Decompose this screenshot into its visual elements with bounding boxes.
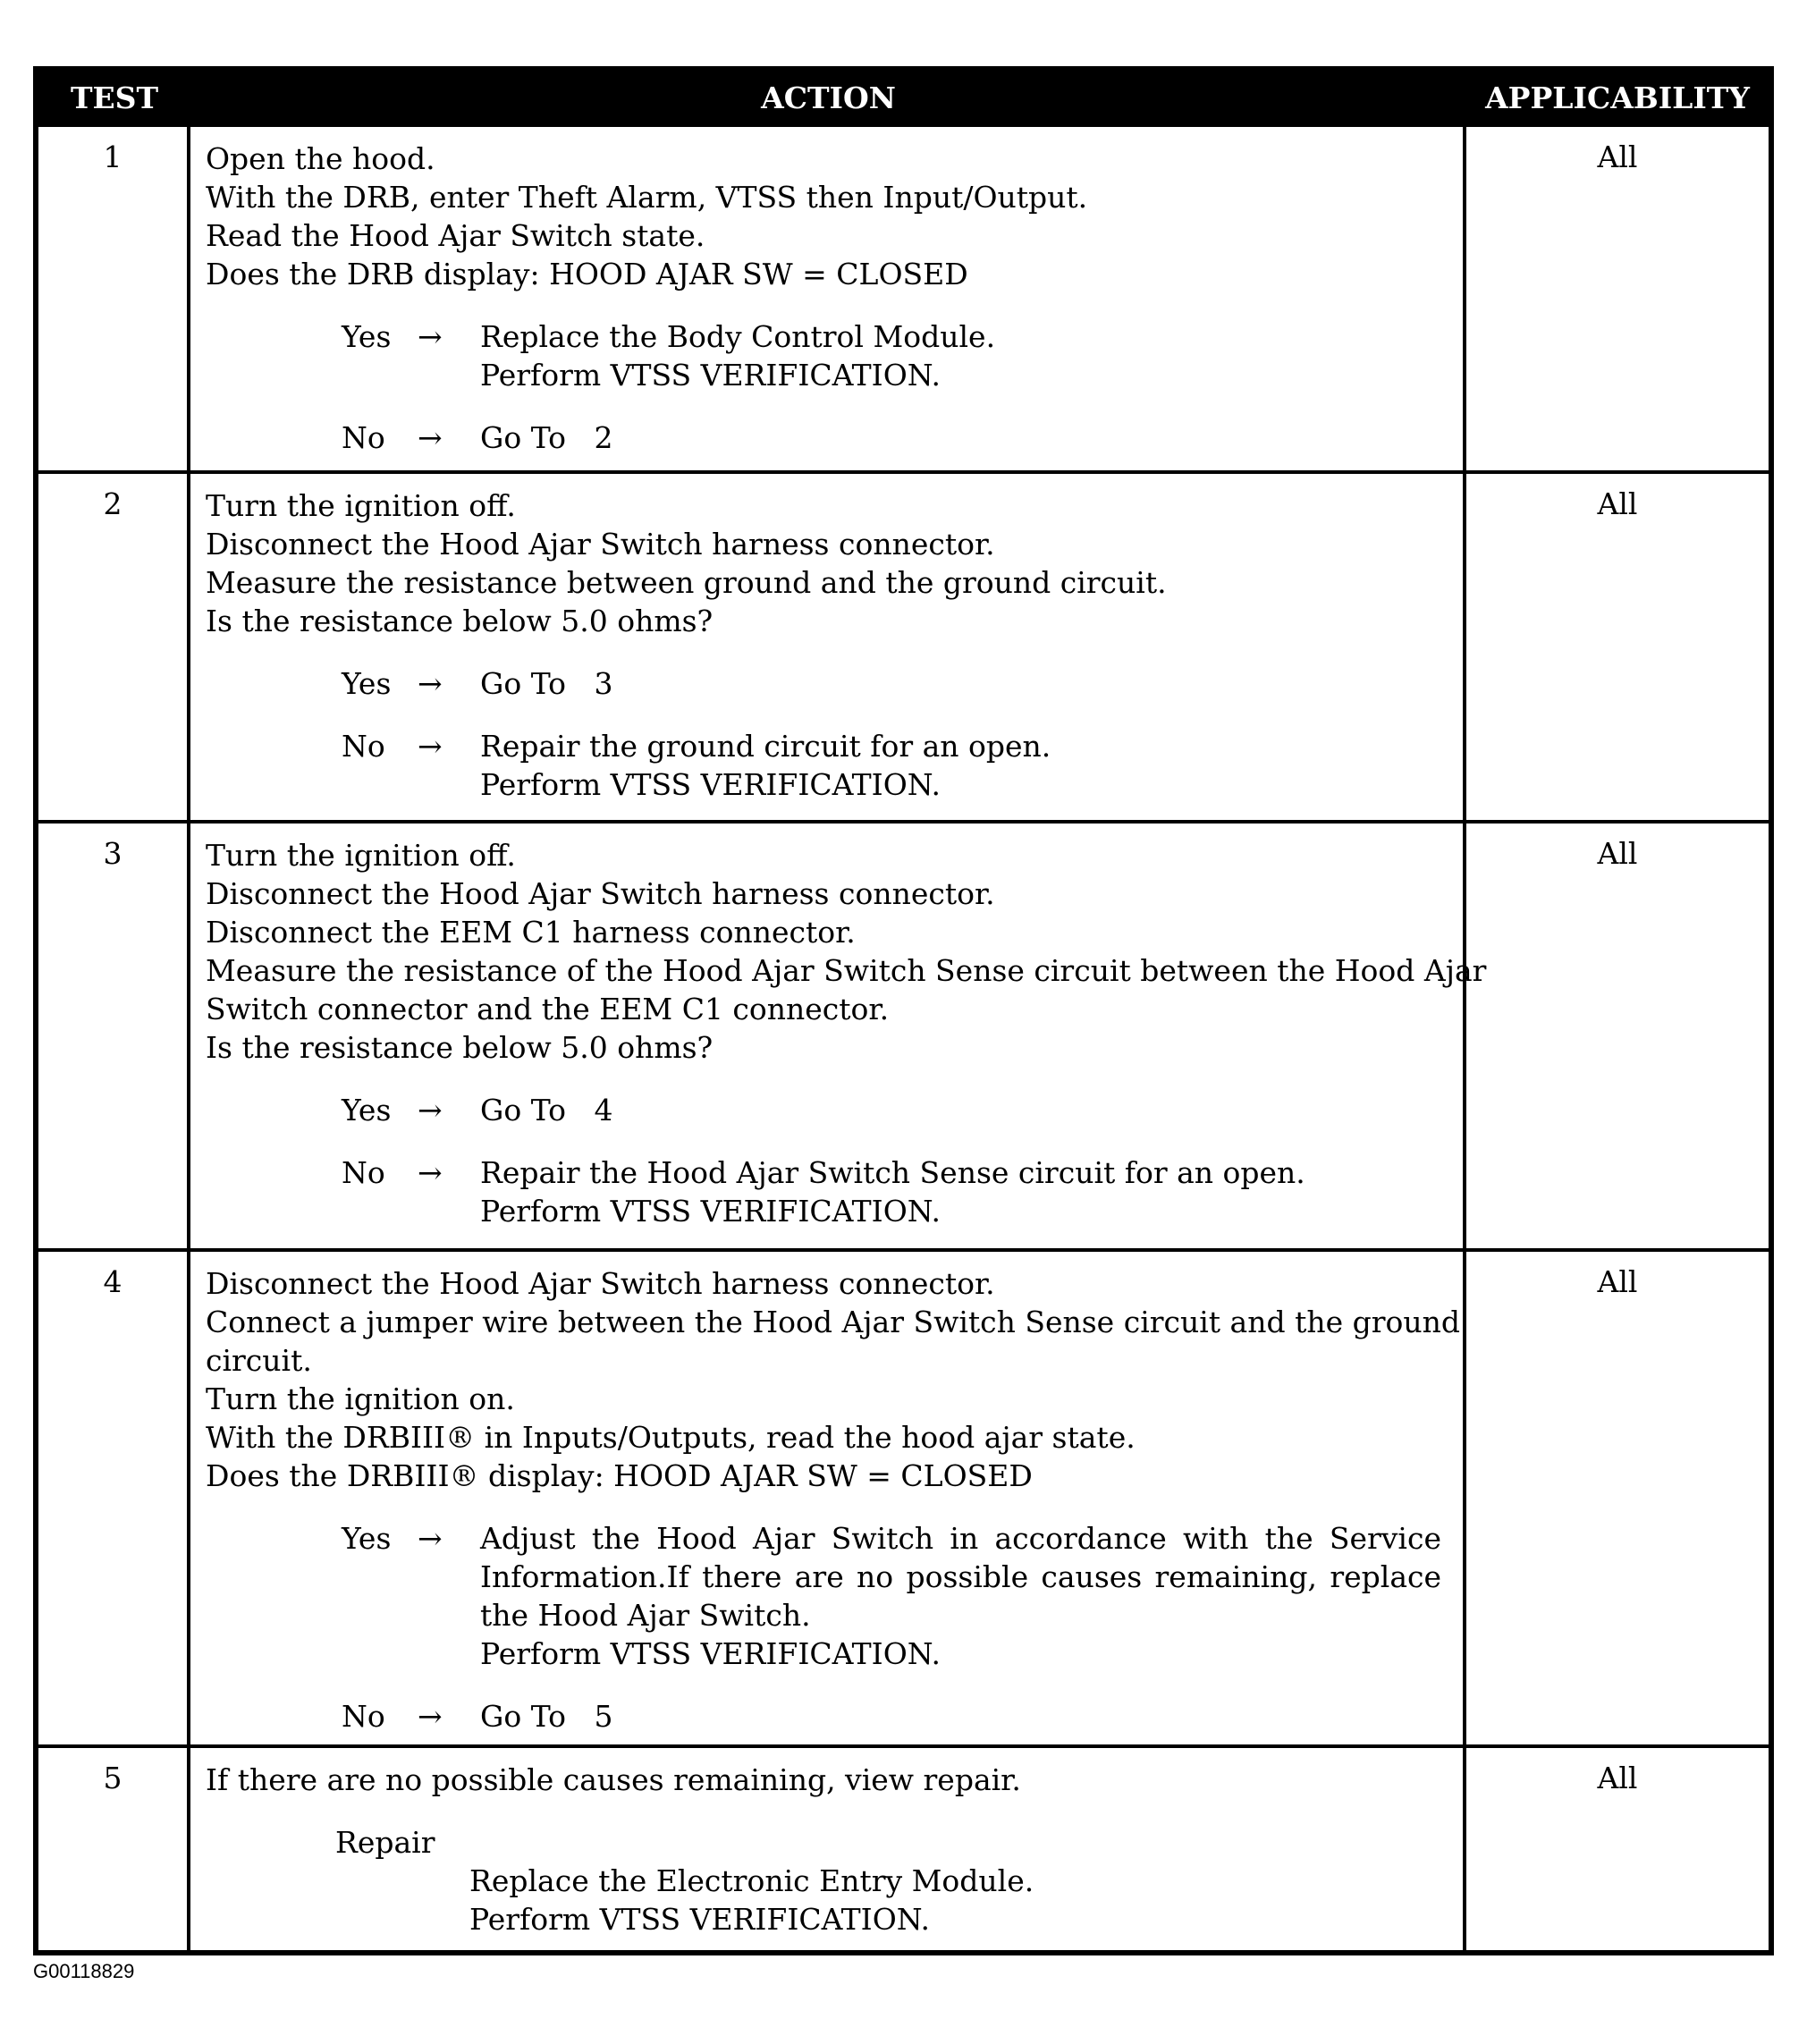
test-number: 1: [38, 127, 190, 470]
no-label: No: [342, 420, 385, 455]
step-text: Turn the ignition off.: [206, 488, 516, 523]
applicability: All: [1597, 486, 1638, 521]
yes-branch: [342, 664, 1441, 703]
step-text: Disconnect the Hood Ajar Switch harness connector.: [206, 1266, 995, 1301]
yes-label: Yes: [342, 666, 392, 701]
yes-result: [480, 317, 1441, 394]
table-row: [38, 1248, 1769, 1744]
step-text: Disconnect the Hood Ajar Switch harness connector.: [206, 527, 995, 562]
header-applicability: APPLICABILITY: [1485, 80, 1750, 115]
figure-code: G00118829: [33, 1960, 135, 1982]
step-text: Is the resistance below 5.0 ohms?: [206, 604, 714, 638]
applicability: All: [1597, 1761, 1638, 1795]
table-row: [38, 123, 1769, 470]
arrow-right-icon: →: [418, 1155, 443, 1190]
action-cell: [190, 127, 1466, 470]
table-row: [38, 470, 1769, 820]
no-branch: [342, 1697, 1441, 1736]
table-header: [38, 72, 1769, 123]
yes-label: Yes: [342, 1521, 392, 1556]
result-text: Perform VTSS VERIFICATION.: [480, 358, 941, 393]
diagnostic-table: [33, 66, 1774, 1955]
step-text: Is the resistance below 5.0 ohms?: [206, 1030, 714, 1065]
arrow-right-icon: →: [418, 1699, 443, 1734]
arrow-right-icon: →: [418, 666, 443, 701]
no-result: [480, 1697, 1441, 1736]
result-text: Go To 5: [480, 1699, 613, 1734]
repair-text: Perform VTSS VERIFICATION.: [469, 1902, 930, 1937]
result-text: Repair the Hood Ajar Switch Sense circuit for an open.: [480, 1155, 1305, 1190]
step-text: Switch connector and the EEM C1 connector.: [206, 992, 890, 1026]
applicability: All: [1597, 139, 1638, 174]
yes-label: Yes: [342, 319, 392, 354]
yes-branch: [342, 1091, 1441, 1129]
yes-result: [480, 1091, 1441, 1129]
step-text: Disconnect the EEM C1 harness connector.: [206, 915, 856, 950]
step-text: Disconnect the Hood Ajar Switch harness connector.: [206, 876, 995, 911]
step-text: Read the Hood Ajar Switch state.: [206, 218, 705, 253]
no-label: No: [342, 1155, 385, 1190]
step-text: Connect a jumper wire between the Hood Ajar Switch Sense circuit and the ground: [206, 1305, 1461, 1339]
step-text: Turn the ignition on.: [206, 1381, 515, 1416]
repair-label: Repair: [335, 1825, 435, 1860]
arrow-right-icon: →: [418, 319, 443, 354]
no-result: [480, 1153, 1441, 1230]
test-number: 3: [38, 824, 190, 1248]
no-branch: [342, 1153, 1441, 1230]
table-row: [38, 820, 1769, 1248]
result-text: Adjust the Hood Ajar Switch in accordance with the Service Information.If there are no possible causes remaining, replace the Hood Ajar Switch.: [480, 1521, 1441, 1633]
no-branch: [342, 418, 1441, 457]
arrow-right-icon: →: [418, 1093, 443, 1128]
applicability: All: [1597, 1264, 1638, 1299]
no-result: [480, 727, 1441, 804]
no-branch: [342, 727, 1441, 804]
step-text: Open the hood.: [206, 141, 435, 176]
repair-text: Replace the Electronic Entry Module.: [469, 1863, 1034, 1898]
yes-branch: [342, 1519, 1441, 1673]
result-text: Go To 2: [480, 420, 613, 455]
no-label: No: [342, 729, 385, 764]
step-text: If there are no possible causes remaining, view repair.: [206, 1762, 1021, 1797]
step-text: With the DRB, enter Theft Alarm, VTSS then Input/Output.: [206, 180, 1088, 215]
action-cell: [190, 824, 1487, 1248]
yes-branch: [342, 317, 1441, 394]
table-row: [38, 1744, 1769, 1950]
result-text: Go To 3: [480, 666, 613, 701]
step-text: Measure the resistance between ground and the ground circuit.: [206, 565, 1167, 600]
result-text: Perform VTSS VERIFICATION.: [480, 1636, 941, 1671]
result-text: Perform VTSS VERIFICATION.: [480, 1194, 941, 1229]
step-text: circuit.: [206, 1343, 312, 1378]
yes-result: [480, 664, 1441, 703]
action-cell: [190, 474, 1466, 820]
result-text: Replace the Body Control Module.: [480, 319, 996, 354]
yes-result: [480, 1519, 1441, 1673]
no-label: No: [342, 1699, 385, 1734]
result-text: Go To 4: [480, 1093, 613, 1128]
arrow-right-icon: →: [418, 729, 443, 764]
applicability: All: [1597, 836, 1638, 871]
step-text: Does the DRB display: HOOD AJAR SW = CLOSED: [206, 257, 968, 291]
header-test: TEST: [70, 80, 159, 115]
action-cell: [190, 1252, 1466, 1744]
arrow-right-icon: →: [418, 420, 443, 455]
step-text: Turn the ignition off.: [206, 838, 516, 873]
step-text: Measure the resistance of the Hood Ajar Switch Sense circuit between the Hood Ajar: [206, 953, 1487, 988]
test-number: 4: [38, 1252, 190, 1744]
arrow-right-icon: →: [418, 1521, 443, 1556]
result-text: Repair the ground circuit for an open.: [480, 729, 1051, 764]
repair-body: [340, 1862, 1441, 1938]
header-action: ACTION: [761, 80, 896, 115]
no-result: [480, 418, 1441, 457]
result-text: Perform VTSS VERIFICATION.: [480, 767, 941, 802]
action-cell: [190, 1748, 1466, 1950]
test-number: 5: [38, 1748, 190, 1950]
test-number: 2: [38, 474, 190, 820]
step-text: With the DRBIII® in Inputs/Outputs, read the hood ajar state.: [206, 1420, 1136, 1455]
step-text: Does the DRBIII® display: HOOD AJAR SW = CLOSED: [206, 1458, 1033, 1493]
yes-label: Yes: [342, 1093, 392, 1128]
